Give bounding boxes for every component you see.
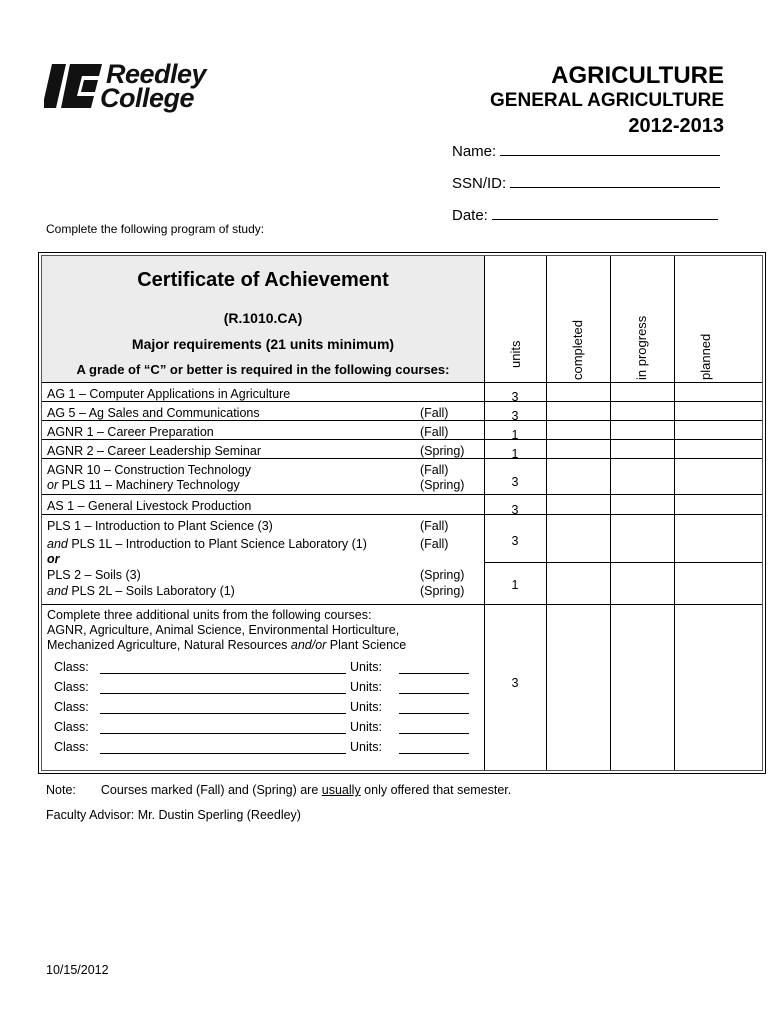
or-keyword: or — [47, 552, 60, 566]
course-term: (Spring) — [420, 444, 465, 458]
course-name: AG 5 – Ag Sales and Communications — [47, 406, 260, 420]
subprogram-title: GENERAL AGRICULTURE — [490, 90, 724, 111]
electives-line-3 — [47, 638, 406, 653]
reedley-college-logo — [44, 60, 248, 112]
ssn-label: SSN/ID: — [452, 175, 507, 192]
date-field[interactable] — [452, 205, 718, 224]
col-header-planned: planned — [698, 333, 713, 380]
name-label: Name: — [452, 143, 497, 160]
course-name: AGNR 1 – Career Preparation — [47, 425, 214, 439]
note-text-a: Courses marked (Fall) and (Spring) are — [100, 783, 322, 797]
table-inner — [41, 255, 763, 771]
or-keyword: or — [47, 478, 59, 492]
and-or-keyword: and/or — [290, 638, 327, 652]
academic-year: 2012-2013 — [628, 115, 724, 137]
note-text-b: only offered that semester. — [360, 783, 512, 797]
units-label: Units: — [350, 720, 382, 734]
units-input-line[interactable] — [399, 733, 469, 734]
col-divider-inprogress — [610, 256, 611, 770]
course-name-alt-text: PLS 11 – Machinery Technology — [58, 478, 240, 492]
pls-term-2: (Fall) — [420, 537, 449, 551]
class-label: Class: — [54, 680, 89, 694]
units-label: Units: — [350, 660, 382, 674]
pls-line-1: PLS 1 – Introduction to Plant Science (3) — [47, 519, 273, 533]
date-input-line[interactable] — [492, 205, 718, 220]
program-title: AGRICULTURE — [551, 62, 724, 89]
course-term: (Fall) — [420, 463, 449, 477]
course-name-alt — [47, 478, 240, 493]
class-input-line[interactable] — [100, 693, 346, 694]
course-units: 3 — [511, 409, 519, 423]
certificate-header — [42, 256, 484, 383]
and-keyword: and — [47, 584, 68, 598]
pls-line-2-text: PLS 1L – Introduction to Plant Science Laboratory (1) — [67, 537, 367, 551]
document-date: 10/15/2012 — [46, 963, 109, 977]
pls-line-2 — [47, 537, 367, 552]
row-separator — [42, 604, 762, 605]
electives-line-1: Complete three additional units from the following courses: — [47, 608, 372, 622]
logo-line-2: College — [100, 83, 195, 113]
ssn-input-line[interactable] — [510, 173, 720, 188]
class-entry[interactable] — [54, 740, 474, 758]
course-name: AGNR 2 – Career Leadership Seminar — [47, 444, 261, 458]
class-label: Class: — [54, 700, 89, 714]
units-input-line[interactable] — [399, 693, 469, 694]
pls-line-4 — [47, 584, 235, 599]
course-units: 1 — [511, 428, 519, 442]
name-input-line[interactable] — [500, 141, 720, 156]
units-input-line[interactable] — [399, 673, 469, 674]
date-label: Date: — [452, 207, 488, 224]
units-label: Units: — [350, 700, 382, 714]
certificate-code: (R.1010.CA) — [223, 310, 303, 326]
class-entry[interactable] — [54, 680, 474, 698]
course-term-alt: (Spring) — [420, 478, 465, 492]
course-units: 3 — [511, 475, 519, 489]
faculty-advisor: Faculty Advisor: Mr. Dustin Sperling (Reedley) — [46, 808, 301, 822]
units-input-line[interactable] — [399, 713, 469, 714]
pls-line-3: PLS 2 – Soils (3) — [47, 568, 141, 582]
grade-requirement: A grade of “C” or better is required in the following courses: — [76, 362, 450, 377]
certificate-title: Certificate of Achievement — [137, 269, 389, 291]
col-header-in-progress: in progress — [634, 315, 649, 380]
row-separator — [42, 514, 762, 515]
ssn-field[interactable] — [452, 173, 720, 192]
class-label: Class: — [54, 720, 89, 734]
electives-line-2: AGNR, Agriculture, Animal Science, Environmental Horticulture, — [47, 623, 400, 637]
pls-units-separator — [484, 562, 762, 563]
class-input-line[interactable] — [100, 713, 346, 714]
course-name: AS 1 – General Livestock Production — [47, 499, 252, 513]
course-units: 1 — [511, 447, 519, 461]
header-divider — [42, 382, 762, 383]
course-units: 3 — [511, 390, 519, 404]
course-name: AG 1 – Computer Applications in Agriculture — [47, 387, 291, 401]
note-text-underlined: usually — [321, 783, 361, 797]
units-label: Units: — [350, 680, 382, 694]
col-divider-planned — [674, 256, 675, 770]
electives-line-3c: Plant Science — [326, 638, 407, 652]
electives-units: 3 — [511, 676, 519, 690]
course-units: 3 — [511, 503, 519, 517]
class-input-line[interactable] — [100, 733, 346, 734]
course-term: (Fall) — [420, 425, 449, 439]
pls-term-4: (Spring) — [420, 584, 465, 598]
class-entry[interactable] — [54, 700, 474, 718]
electives-line-3a: Mechanized Agriculture, Natural Resources — [47, 638, 291, 652]
pls-term-1: (Fall) — [420, 519, 449, 533]
rc-logo-icon — [44, 60, 102, 112]
name-field[interactable] — [452, 141, 720, 160]
class-label: Class: — [54, 740, 89, 754]
row-separator — [42, 494, 762, 495]
units-input-line[interactable] — [399, 753, 469, 754]
note — [46, 783, 511, 797]
pls-term-3: (Spring) — [420, 568, 465, 582]
pls-units-b: 1 — [511, 578, 519, 592]
units-label: Units: — [350, 740, 382, 754]
class-input-line[interactable] — [100, 753, 346, 754]
pls-units-a: 3 — [511, 534, 519, 548]
pls-line-4-text: PLS 2L – Soils Laboratory (1) — [67, 584, 235, 598]
col-header-completed: completed — [570, 320, 585, 380]
course-name: AGNR 10 – Construction Technology — [47, 463, 252, 477]
class-label: Class: — [54, 660, 89, 674]
col-header-units: units — [508, 340, 523, 368]
note-label: Note: — [46, 783, 76, 797]
class-input-line[interactable] — [100, 673, 346, 674]
course-term: (Fall) — [420, 406, 449, 420]
logo-line-1: Reedley — [106, 59, 207, 89]
intro-text: Complete the following program of study: — [46, 222, 265, 236]
col-divider-completed — [546, 256, 547, 770]
class-entry[interactable] — [54, 720, 474, 738]
major-requirements: Major requirements (21 units minimum) — [131, 336, 395, 352]
and-keyword: and — [47, 537, 68, 551]
requirements-table — [38, 252, 766, 774]
class-entry[interactable] — [54, 660, 474, 678]
